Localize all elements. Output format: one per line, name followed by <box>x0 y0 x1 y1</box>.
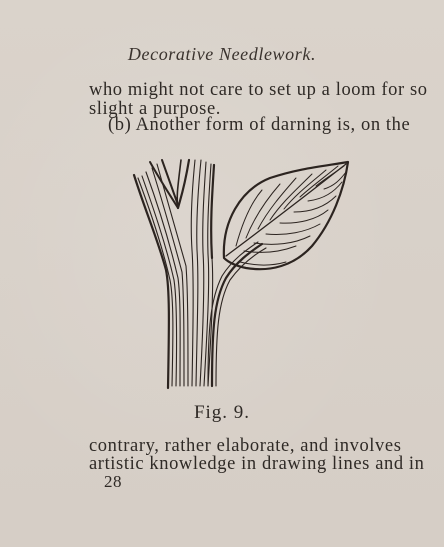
text-line: who might not care to set up a loom for so <box>89 80 428 100</box>
text-line: (b) Another form of darning is, on the <box>108 115 411 135</box>
page-number: 28 <box>104 472 122 491</box>
text-line: contrary, rather elaborate, and involves <box>89 436 402 456</box>
running-head: Decorative Needlework. <box>127 44 317 64</box>
text-line: slight a purpose. <box>89 99 221 119</box>
text-line: artistic knowledge in drawing lines and in <box>89 454 425 474</box>
figure-caption: Fig. 9. <box>193 402 251 423</box>
